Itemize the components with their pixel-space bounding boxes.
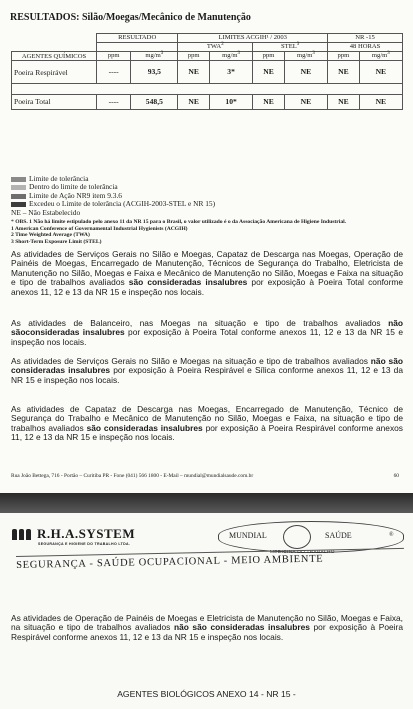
medicina-label: MEDICINA DO TRABALHO [270,550,335,555]
results-title: RESULTADOS: Silão/Moegas/Mecânico de Manutenção [10,12,251,23]
paragraph-5: As atividades de Operação de Painéis de Moegas e Eletricista de Manutenção no Silão, Moegas e Faixa, na situação e tipo de trabalhos avaliados não são consideradas insalubres por exposição à Poeira Respirável conforme anexos 11, 12 e 13 da NR 15 e inspeção nos locais. [11,613,403,642]
rha-logo-text: R.H.A.SYSTEM [37,526,136,541]
header-limites: LIMITES ACGIH¹ / 2003 [178,34,328,43]
header-agentes: AGENTES QUÍMICOS [12,52,97,61]
paragraph-1: As atividades de Serviços Gerais no Silão e Moegas, Capataz de Descarga nas Moegas, Operação de Painéis de Moegas, Encarregado de Manutenção, Técnicos de Segurança do Trabalho, Eletricista de Manutenção no Silão, Moegas e Faixa e Mecânico de Manutenção no Silão, Moegas e Faixa na situação e tipo de trabalhos avaliados são consideradas insalubres por exposição à Poeira Total conforme anexos 11, 12 e 13 da NR 15 e inspeção nos locais. [11,249,404,297]
rha-logo-subtitle: SEGURANÇA E HIGIENE DO TRABALHO LTDA. [38,542,131,546]
col-ppm: ppm [253,52,285,61]
legend-item: Limite de Ação NR9 item 9.3.6 [11,192,215,200]
header-nr15: NR -15 [328,34,403,43]
paragraph-2: As atividades de Balanceiro, nas Moegas na situação e tipo de trabalhos avaliados não sãoconsideradas insalubres por exposição à Poeira Total conforme anexos 11, 12 e 13 da NR 15 e inspeção nos locais. [11,318,403,347]
rha-logo [12,526,135,542]
page-footer: Rua João Bettega, 716 - Portão – Curitiba PR - Fone (041) 566 1800 - E-Mail – mundial@mundialsaude.com.br 60 [11,473,399,479]
col-ppm: ppm [328,52,360,61]
legend-swatch [11,177,26,182]
color-legend [11,175,215,217]
results-table [11,33,403,110]
col-ppm: ppm [178,52,210,61]
col-mg: $mg/m^3$ [284,52,327,61]
col-mg: $mg/m^3$ [131,52,178,61]
ne-note: NE – Não Estabelecido [11,207,81,217]
mundial-saude-logo: MUNDIAL SAÚDE ® [218,521,404,553]
table-row: Poeira Total ---- 548,5 NE 10* NE NE NE NE [12,95,403,110]
paragraph-4: As atividades de Capataz de Descarga nas Moegas, Encarregado de Manutenção, Técnico de Segurança do Trabalho e Mecânico de Manutenção no Silão, Moegas e Faixa, na situação e tipo de trabalhos avaliados são consideradas insalubres por exposição à Poeira Respirável conforme anexos 11, 12 e 13 da NR 15 e inspeção nos locais. [11,404,403,443]
legend-item: Dentro do limite de tolerância [11,183,215,191]
footnote-1: 1 American Conference of Governamental Industrial Hygienists (ACGIH) [11,225,188,232]
legend-swatch [11,202,26,207]
page-separator [0,493,413,513]
page-number: 60 [393,473,399,479]
footnote-3: 3 Short-Term Exposure Limit (STEL) [11,238,102,245]
legend-swatch [11,194,26,199]
legend-item: Excedeu o Limite de tolerância (ACGIH-2003-STEL e NR 15) [11,200,215,208]
footnotes [11,219,405,245]
tagline: SEGURANÇA - SAÚDE OCUPACIONAL - MEIO AMBIENTE [16,548,404,571]
paragraph-3: As atividades de Serviços Gerais no Silão e Moegas na situação e tipo de trabalhos avaliados não são consideradas insalubres por exposição à Poeira Respirável e Sílica conforme anexos 11, 12 e 13 da NR 15 e inspeção nos locais. [11,356,403,385]
header-twa: TWA$^2$ [178,43,253,52]
table-row: Poeira Respirável ---- 93,5 NE 3* NE NE NE NE [12,61,403,84]
section-heading: AGENTES BIOLÓGICOS ANEXO 14 - NR 15 - [117,689,296,699]
col-mg: $mg/m^3$ [209,52,252,61]
obs-note: * OBS. 1 Não há limite estipulado pelo anexo 11 da NR 15 para o Brasil, o valor utilizado é o da Associação Americana de Higiene Industrial. [11,219,347,225]
header-resultado: RESULTADO [97,34,178,43]
header-stel: STEL$^3$ [253,43,328,52]
legend-item: Limite de tolerância [11,175,215,183]
col-ppm: ppm [97,52,131,61]
rha-logo-icon [12,528,32,541]
footnote-2: 2 Time Weighted Average (TWA) [11,232,90,239]
globe-icon [283,525,311,549]
report-page-61 [0,513,413,709]
col-mg: $mg/m^3$ [359,52,402,61]
legend-swatch [11,185,26,190]
header-48h: 48 HORAS [328,43,403,52]
